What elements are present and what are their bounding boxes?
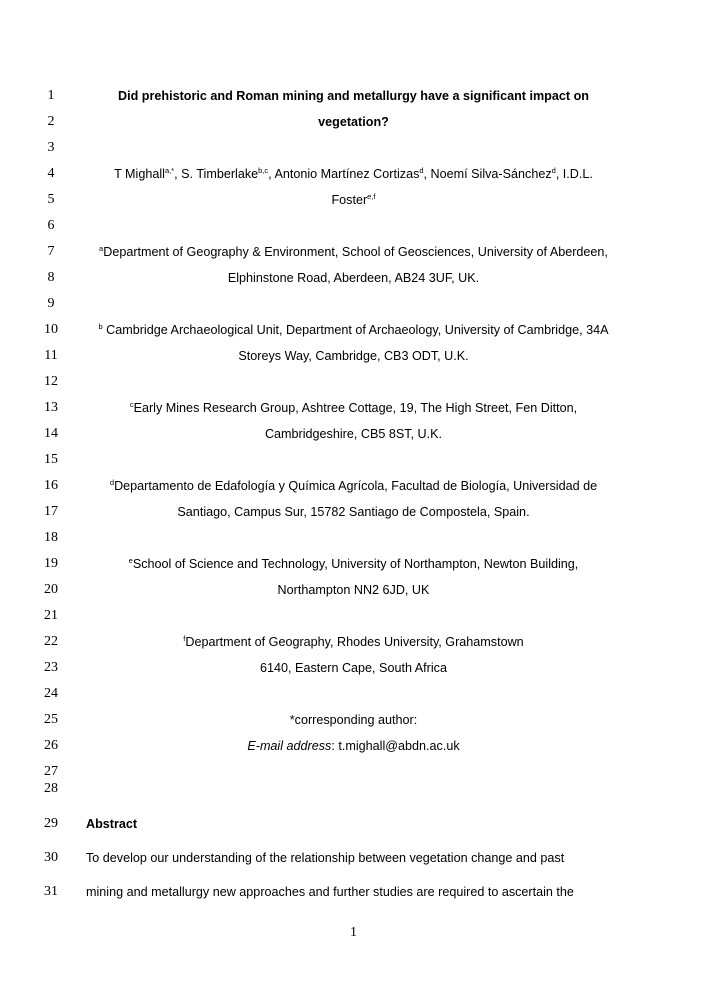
line-number: 14	[44, 426, 58, 441]
line-number: 17	[44, 504, 58, 519]
affiliation-mark: e	[128, 556, 133, 565]
paper-title-line-1: Did prehistoric and Roman mining and metallurgy have a significant impact on	[118, 89, 589, 103]
affiliation-e-line-2: Northampton NN2 6JD, UK	[277, 583, 430, 597]
line-number: 26	[44, 738, 58, 753]
line-number: 22	[44, 634, 58, 649]
affiliation-text: Cambridge Archaeological Unit, Department of Archaeology, University of Cambridge, 34A	[102, 323, 609, 337]
abstract-text-line: mining and metallurgy new approaches and further studies are required to ascertain the	[86, 885, 574, 899]
line-number: 29	[44, 816, 58, 831]
affiliation-c	[80, 400, 627, 416]
affiliation-text: Early Mines Research Group, Ashtree Cottage, 19, The High Street, Fen Ditton,	[133, 401, 578, 415]
affiliation-b-line-2: Storeys Way, Cambridge, CB3 ODT, U.K.	[238, 349, 469, 363]
author-name: Foster	[331, 193, 368, 207]
line-number: 4	[47, 166, 55, 181]
line-number: 1	[47, 88, 55, 103]
author-name: , I.D.L.	[555, 167, 593, 181]
line-number: 27	[44, 764, 58, 779]
abstract-text-line: To develop our understanding of the relationship between vegetation change and past	[86, 851, 565, 865]
line-number: 9	[47, 296, 55, 311]
line-number: 7	[47, 244, 55, 259]
author-list	[80, 166, 627, 182]
author-affiliation-mark: d	[551, 166, 556, 175]
affiliation-f-line-2: 6140, Eastern Cape, South Africa	[260, 661, 447, 675]
line-number: 25	[44, 712, 58, 727]
author-name: , Antonio Martínez Cortizas	[268, 167, 420, 181]
affiliation-mark: b	[98, 322, 103, 331]
affiliation-c-line-2: Cambridgeshire, CB5 8ST, U.K.	[264, 427, 443, 441]
paper-title-line-2: vegetation?	[318, 115, 389, 129]
affiliation-text: Departamento de Edafología y Química Agrícola, Facultad de Biología, Universidad de	[114, 479, 598, 493]
line-number: 12	[44, 374, 58, 389]
line-number: 10	[44, 322, 58, 337]
line-number: 23	[44, 660, 58, 675]
line-number: 18	[44, 530, 58, 545]
author-affiliation-mark: a,*	[164, 166, 175, 175]
line-number: 6	[47, 218, 55, 233]
affiliation-a-line-2: Elphinstone Road, Aberdeen, AB24 3UF, UK.	[227, 271, 480, 285]
line-number: 28	[44, 781, 58, 796]
line-number: 13	[44, 400, 58, 415]
line-number: 3	[47, 140, 55, 155]
affiliation-mark: d	[109, 478, 115, 487]
affiliation-d-line-2: Santiago, Campus Sur, 15782 Santiago de Compostela, Spain.	[177, 505, 530, 519]
affiliation-text: Department of Geography, Rhodes University, Grahamstown	[185, 635, 524, 649]
affiliation-mark: f	[183, 634, 186, 643]
affiliation-d	[80, 478, 627, 494]
email-separator: :	[331, 739, 339, 753]
author-name: , Noemí Silva-Sánchez	[423, 167, 552, 181]
line-number: 8	[47, 270, 55, 285]
corresponding-email	[80, 738, 627, 754]
line-number: 11	[44, 348, 58, 363]
line-number: 31	[44, 884, 58, 899]
line-number: 2	[47, 114, 55, 129]
corresponding-author-label: *corresponding author:	[289, 713, 418, 727]
affiliation-a	[80, 244, 627, 260]
author-list-continued	[80, 192, 627, 208]
email-label: E-mail address	[247, 739, 332, 753]
author-affiliation-mark: e,f	[367, 192, 376, 201]
page-number: 1	[350, 925, 357, 940]
affiliation-mark: a	[99, 244, 104, 253]
line-number: 21	[44, 608, 58, 623]
line-number: 16	[44, 478, 58, 493]
affiliation-b	[80, 322, 627, 338]
line-number: 20	[44, 582, 58, 597]
author-name: , S. Timberlake	[174, 167, 259, 181]
line-number: 24	[44, 686, 58, 701]
author-affiliation-mark: d	[419, 166, 424, 175]
affiliation-text: Department of Geography & Environment, School of Geosciences, University of Aberdeen,	[103, 245, 608, 259]
affiliation-mark: c	[129, 400, 134, 409]
affiliation-e	[80, 556, 627, 572]
line-number: 30	[44, 850, 58, 865]
affiliation-f	[80, 634, 627, 650]
line-number: 5	[47, 192, 55, 207]
email-address: t.mighall@abdn.ac.uk	[338, 739, 460, 753]
author-affiliation-mark: b,c	[258, 166, 269, 175]
line-number: 19	[44, 556, 58, 571]
affiliation-text: School of Science and Technology, University of Northampton, Newton Building,	[132, 557, 579, 571]
author-name: T Mighall	[114, 167, 165, 181]
abstract-heading: Abstract	[86, 817, 138, 831]
line-number: 15	[44, 452, 58, 467]
